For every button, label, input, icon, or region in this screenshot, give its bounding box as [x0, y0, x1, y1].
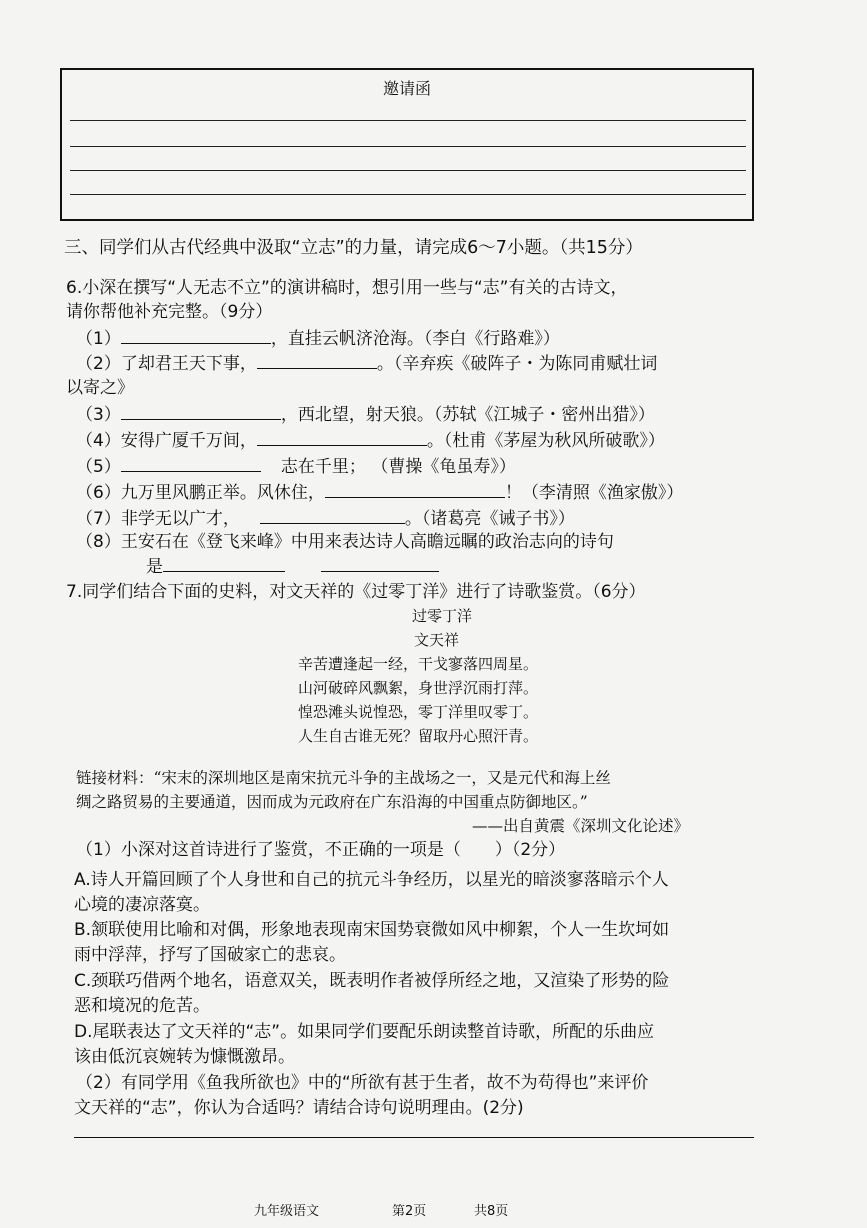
q6-item-7	[76, 506, 575, 531]
item-text-post: 。（辛弃疾《破阵子・为陈同甫赋壮词	[376, 354, 658, 374]
item-text-mid: 志在千里；	[280, 457, 366, 477]
option-c-line1[interactable]: C.颈联巧借两个地名，语意双关，既表明作者被俘所经之地，又渲染了形势的险	[74, 971, 670, 991]
q6-item-8	[76, 530, 614, 554]
material-line1: 链接材料：“宋末的深圳地区是南宋抗元斗争的主战场之一，又是元代和海上丝	[76, 769, 611, 787]
item-text-post: 。（杜甫《茅屋为秋风所破歌》）	[426, 431, 665, 451]
item-text-pre: 九万里风鹏正举。风休住，	[120, 483, 325, 503]
writing-line[interactable]	[70, 120, 746, 121]
option-b-line1[interactable]: B.颔联使用比喻和对偶，形象地表现南宋国势衰微如风中柳絮，个人一生坎坷如	[74, 920, 670, 940]
answer-blank[interactable]	[121, 326, 271, 344]
option-b-line2[interactable]: 雨中浮萍，抒写了国破家亡的悲哀。	[74, 945, 346, 965]
item-text: ，直挂云帆济沧海。（李白《行路难》）	[270, 329, 560, 349]
poem-line: 山河破碎风飘絮，身世浮沉雨打萍。	[298, 679, 539, 697]
q7-sub2-line1: （2）有同学用《鱼我所欲也》中的“所欲有甚于生者，故不为苟得也”来评价	[76, 1073, 649, 1093]
q6-item-2-cont: 以寄之》	[66, 378, 134, 398]
item-text: ，西北望，射天狼。（苏轼《江城子・密州出猎》）	[280, 405, 655, 425]
writing-line[interactable]	[70, 170, 746, 171]
q7-sub2-line2: 文天祥的“志”，你认为合适吗？请结合诗句说明理由。(2分)	[74, 1098, 524, 1118]
option-a-line2[interactable]: 心境的凄凉落寞。	[74, 895, 210, 915]
q6-item-8-cont	[146, 554, 439, 579]
answer-blank[interactable]	[163, 554, 285, 572]
option-a-line1[interactable]: A.诗人开篇回顾了个人身世和自己的抗元斗争经历，以星光的暗淡寥落暗示个人	[74, 870, 669, 890]
footer-subject: 九年级语文	[254, 1204, 320, 1219]
q6-item-3	[76, 402, 655, 427]
answer-blank[interactable]	[325, 480, 505, 498]
item-number: （4）	[76, 431, 121, 451]
answer-blank[interactable]	[257, 351, 377, 369]
invitation-box	[60, 68, 754, 221]
item-text-post: （曹操《龟虽寿》）	[379, 457, 516, 477]
item-number: （5）	[76, 457, 121, 477]
answer-blank[interactable]	[121, 454, 261, 472]
option-d-line1[interactable]: D.尾联表达了文天祥的“志”。如果同学们要配乐朗读整首诗歌，所配的乐曲应	[74, 1022, 655, 1042]
poem-line: 惶恐滩头说惶恐，零丁洋里叹零丁。	[298, 703, 539, 721]
poem-author: 文天祥	[414, 631, 460, 649]
answer-blank[interactable]	[260, 506, 405, 524]
option-c-line2[interactable]: 恶和境况的危苦。	[74, 996, 210, 1016]
material-line2: 绸之路贸易的主要通道，因而成为元政府在广东沿海的中国重点防御地区。”	[76, 793, 588, 811]
q7-sub1-stem: （1）小深对这首诗进行了鉴赏，不正确的一项是（ ）（2分）	[76, 840, 566, 860]
answer-blank[interactable]	[321, 554, 439, 572]
q7-stem: 7.同学们结合下面的史料，对文天祥的《过零丁洋》进行了诗歌鉴赏。（6分）	[66, 582, 646, 602]
item-text: 王安石在《登飞来峰》中用来表达诗人高瞻远瞩的政治志向的诗句	[120, 532, 614, 552]
answer-line[interactable]	[74, 1137, 754, 1138]
q6-item-5	[76, 454, 516, 479]
item-number: （6）	[76, 483, 121, 503]
answer-blank[interactable]	[121, 402, 281, 420]
writing-line[interactable]	[70, 146, 746, 147]
section-heading: 三、同学们从古代经典中汲取“立志”的力量，请完成6～7小题。（共15分）	[64, 238, 643, 258]
item-number: （3）	[76, 405, 121, 425]
item-text-post: ！（李清照《渔家傲》）	[504, 483, 684, 503]
footer-page: 第2页	[392, 1204, 427, 1219]
answer-blank[interactable]	[257, 428, 427, 446]
q6-item-1	[76, 326, 560, 351]
writing-line[interactable]	[70, 194, 746, 195]
material-source: ——出自黄震《深圳文化论述》	[472, 817, 690, 835]
item-text-pre: 非学无以广才，	[120, 509, 240, 529]
poem-line: 辛苦遭逢起一经，干戈寥落四周星。	[298, 655, 539, 673]
item-number: （7）	[76, 509, 121, 529]
poem-line: 人生自古谁无死？留取丹心照汗青。	[298, 727, 539, 745]
q6-stem-line2: 请你帮他补充完整。（9分）	[66, 302, 273, 322]
item-number: （8）	[76, 532, 121, 552]
q6-item-6	[76, 480, 683, 505]
item-text-pre: 了却君王天下事，	[120, 354, 257, 374]
q6-item-4	[76, 428, 665, 453]
item-text-cont: 是	[146, 557, 163, 577]
q6-item-2	[76, 351, 657, 376]
item-number: （1）	[76, 329, 121, 349]
item-text-pre: 安得广厦千万间，	[120, 431, 257, 451]
option-d-line2[interactable]: 该由低沉哀婉转为慷慨激昂。	[74, 1047, 295, 1067]
item-number: （2）	[76, 354, 121, 374]
item-text-post: 。（诸葛亮《诫子书》）	[404, 509, 575, 529]
q6-stem-line1: 6.小深在撰写“人无志不立”的演讲稿时，想引用一些与“志”有关的古诗文，	[66, 278, 628, 298]
footer-total: 共8页	[474, 1204, 509, 1219]
invitation-title: 邀请函	[382, 79, 431, 98]
poem-title: 过零丁洋	[412, 607, 473, 625]
